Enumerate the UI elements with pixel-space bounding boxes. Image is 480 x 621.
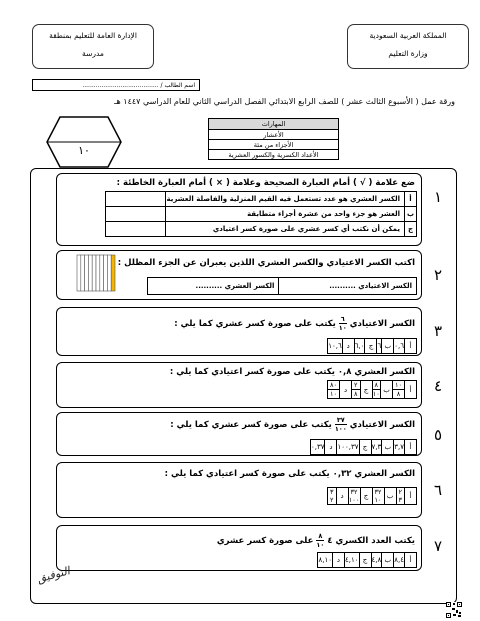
q4-options	[327, 380, 417, 399]
fraction-denominator: ١٠	[372, 390, 380, 398]
skill-item: الأجزاء من مئة	[209, 140, 339, 150]
fraction-numerator: ٣٢	[374, 488, 382, 496]
fraction-numerator: ٦	[340, 315, 345, 323]
shaded-strip	[111, 255, 115, 291]
q1-row-letter: ب	[405, 207, 417, 222]
q6-option-a[interactable]	[396, 488, 405, 505]
q5-title-pre: الكسر الاعتيادي	[349, 420, 415, 430]
fraction-numerator: ٣٢	[350, 488, 358, 496]
fraction-denominator: ٢	[330, 496, 334, 504]
fraction-denominator: ١٠٠	[348, 496, 360, 504]
q3-option-b[interactable]: ٦	[377, 339, 382, 354]
q5-box	[56, 412, 422, 456]
fraction-denominator: ١٠	[338, 324, 347, 332]
skill-item: الأعشار	[209, 130, 339, 140]
option-letter: أ	[405, 553, 417, 568]
q3-option-c[interactable]: ٦,٠	[354, 339, 365, 354]
q7-title-post: على صورة كسر عشري	[216, 536, 314, 546]
header-right-box	[347, 24, 469, 69]
school-label: مدرسة	[82, 49, 104, 58]
strip	[100, 255, 104, 291]
q5-title	[57, 413, 421, 433]
fraction-denominator: ١٠	[374, 496, 382, 504]
fraction-numerator: ٣	[330, 488, 334, 496]
fraction-numerator: ١٠	[395, 381, 402, 389]
option-letter: ب	[382, 440, 394, 455]
fraction-numerator: ٨٠	[330, 381, 338, 389]
q3-title-pre: الكسر الاعتيادي	[349, 319, 415, 329]
fraction-numerator: ٨	[374, 381, 379, 389]
option-letter: ب	[382, 553, 394, 568]
strip	[107, 255, 111, 291]
option-letter: ج	[360, 381, 372, 399]
q7-title	[57, 526, 421, 549]
strip	[96, 255, 100, 291]
q1-row-text: العشر هو جزء واحد من عشرة أجزاء متطابقة	[166, 207, 405, 222]
q5-options	[310, 439, 417, 455]
q7-fraction	[316, 532, 324, 549]
option-letter: ج	[360, 488, 372, 505]
option-letter: أ	[405, 488, 417, 505]
q2-title: اكتب الكسر الاعتيادي والكسر العشري اللذين يعبران عن الجزء المظلل :	[117, 258, 415, 268]
option-letter: أ	[405, 381, 417, 399]
option-letter: ج	[359, 440, 371, 455]
skills-table	[208, 118, 339, 160]
option-letter: أ	[405, 440, 417, 455]
option-letter: د	[342, 339, 354, 354]
q5-option-b[interactable]: ٧,٣	[371, 440, 382, 455]
q1-statements	[105, 191, 417, 237]
q1-title: ضع علامة ( √ ) أمام العبارة الصحيحة وعلامة ( × ) أمام العبارة الخاطئة :	[116, 178, 415, 188]
q3-options	[327, 338, 417, 354]
student-name-label: اسم الطالب / ........................................	[82, 82, 195, 89]
q3-number: ٣	[433, 322, 443, 340]
option-letter: ج	[359, 553, 371, 568]
q6-title: الكسر العشري ٠,٣٢ يكتب على صورة كسر اعتيادي كما يلي :	[164, 469, 415, 479]
skill-item: الأعداد الكسرية والكسور العشرية	[209, 150, 339, 160]
q2-number: ٢	[433, 266, 443, 284]
q1-row	[106, 222, 417, 237]
score-value: ١٠	[78, 144, 90, 157]
signature-text: التوفيق	[35, 564, 72, 586]
option-letter: أ	[405, 339, 417, 354]
fraction-numerator: ٣٧	[336, 416, 345, 424]
q6-option-d[interactable]	[328, 488, 337, 505]
q4-option-c[interactable]	[352, 381, 361, 399]
q5-title-post: يكتب على صورة كسر عشري كما يلي :	[170, 420, 332, 430]
q3-option-a[interactable]: ٠,٦	[394, 339, 405, 354]
score-hexagon	[46, 116, 122, 168]
q1-row-letter: ج	[405, 222, 417, 237]
fraction-denominator: ٨	[354, 390, 358, 398]
q5-fraction	[335, 416, 347, 433]
q7-option-c[interactable]: ٤,١٠	[344, 553, 359, 568]
strip	[81, 255, 85, 291]
q5-option-a[interactable]: ٣,٧	[394, 440, 405, 455]
option-letter: ب	[384, 488, 396, 505]
qr-code-icon	[446, 602, 462, 618]
q4-box	[56, 362, 422, 408]
header-left-box	[32, 24, 154, 69]
strip	[88, 255, 92, 291]
strip	[92, 255, 96, 291]
q1-row-text: يمكن أن نكتب أي كسر عشري على صورة كسر اعتيادي	[166, 222, 405, 237]
fraction-numerator: ٢	[354, 381, 358, 389]
q7-number: ٧	[433, 537, 443, 555]
q7-options	[317, 552, 417, 568]
q3-title-post: يكتب على صورة كسر عشري كما يلي :	[174, 319, 336, 329]
q3-box	[56, 307, 422, 356]
page-title: ورقة عمل ( الأسبوع الثالث عشر ) للصف الرابع الابتدائي الفصل الدراسي الثاني للعام الدراسي ١٤٤٧ هـ	[114, 97, 455, 106]
q6-option-c[interactable]	[348, 488, 360, 505]
q2-answer-table	[147, 277, 417, 295]
q6-number: ٦	[433, 481, 443, 499]
q7-option-d[interactable]: ٨,١٠	[318, 553, 333, 568]
q6-options	[327, 487, 417, 505]
kingdom-label: المملكة العربية السعودية	[369, 31, 447, 40]
ministry-label: وزارة التعليم	[388, 49, 428, 58]
q7-box	[56, 525, 422, 571]
q3-fraction	[339, 315, 347, 332]
q1-number: ١	[433, 188, 443, 206]
fraction-denominator: ١٠	[330, 390, 338, 398]
q1-row-text: الكسر العشري هو عدد تستعمل فيه القيم المنزلية والفاصلة العشرية	[166, 192, 405, 207]
q7-option-b[interactable]: ٤,٨	[371, 553, 382, 568]
q5-option-c[interactable]: ١٠٠,٣٧	[337, 440, 359, 455]
fraction-denominator: ١٠٠	[334, 425, 347, 433]
strip	[85, 255, 89, 291]
option-letter: ب	[382, 339, 394, 354]
mixed-number-whole: ٤	[327, 536, 333, 546]
q6-option-b[interactable]	[372, 488, 384, 505]
option-letter: د	[336, 488, 348, 505]
directorate-label: الإدارة العامة للتعليم بمنطقة	[49, 31, 137, 40]
q5-option-d[interactable]: ٠,٣٧	[310, 440, 325, 455]
option-letter: د	[332, 553, 344, 568]
option-letter: د	[340, 381, 352, 399]
fraction-numerator: ٨	[318, 532, 323, 540]
tenths-model	[76, 254, 116, 292]
fraction-denominator: ٨	[396, 390, 401, 398]
option-letter: ب	[381, 381, 393, 399]
q1-answer-cell[interactable]	[106, 192, 166, 207]
q2-decimal-fraction[interactable]: الكسر العشري ..........	[148, 278, 279, 295]
q4-title: الكسر العشري ٠,٨ يكتب على صورة كسر اعتيادي كما يلي :	[169, 367, 415, 377]
option-letter: ج	[365, 339, 377, 354]
q1-row	[106, 192, 417, 207]
q4-number: ٤	[433, 377, 443, 395]
option-letter: د	[325, 440, 337, 455]
q5-number: ٥	[433, 426, 443, 444]
q2-common-fraction[interactable]: الكسر الاعتيادي ..........	[279, 278, 417, 295]
fraction-denominator: ١٠	[316, 541, 325, 549]
q1-answer-cell[interactable]	[106, 207, 166, 222]
q4-option-a[interactable]	[393, 381, 405, 399]
q4-option-b[interactable]	[372, 381, 381, 399]
q1-row	[106, 207, 417, 222]
q1-box	[56, 173, 422, 246]
q1-row-letter: أ	[405, 192, 417, 207]
strip	[104, 255, 108, 291]
fraction-denominator: ٣	[398, 496, 402, 504]
q7-option-a[interactable]: ٨,٤	[394, 553, 405, 568]
strip	[77, 255, 81, 291]
q6-box	[56, 462, 422, 518]
fraction-numerator: ٢	[398, 488, 402, 496]
q1-answer-cell[interactable]	[106, 222, 166, 237]
student-name-field[interactable]	[32, 79, 200, 91]
q3-title	[57, 308, 421, 332]
q3-option-d[interactable]: ١٠,٦	[328, 339, 343, 354]
skills-header: المهارات	[209, 119, 339, 130]
q7-title-pre: يكتب العدد الكسري	[335, 536, 415, 546]
q4-option-d[interactable]	[328, 381, 340, 399]
